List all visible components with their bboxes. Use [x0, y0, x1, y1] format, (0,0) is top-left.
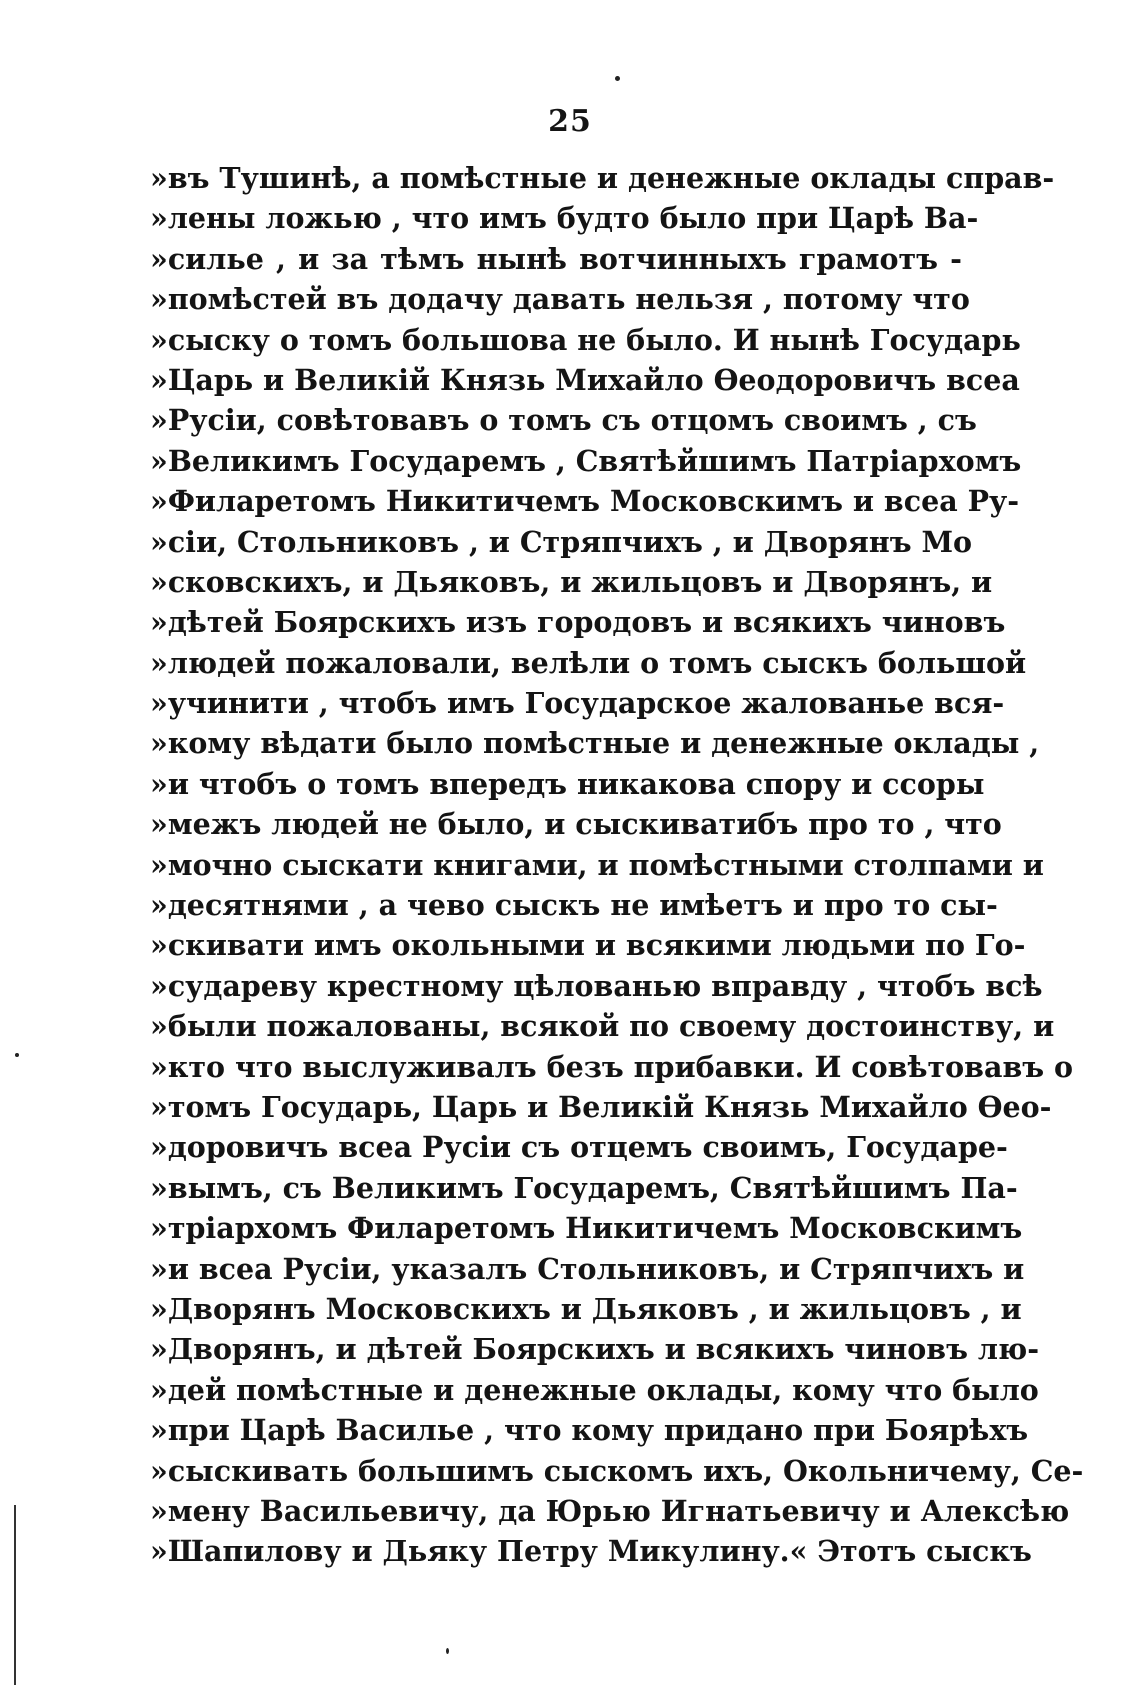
scan-speck: [446, 1648, 449, 1654]
page-number: 25: [548, 104, 592, 139]
text-line: »Великимъ Государемъ , Святѣйшимъ Патріархомъ: [150, 443, 1022, 478]
text-line: »силье , и за тѣмъ нынѣ вотчинныхъ грамотъ -: [150, 241, 962, 276]
scan-edge-line: [14, 1505, 16, 1685]
text-line: »въ Тушинѣ, а помѣстные и денежные оклады справ-: [150, 161, 1055, 195]
text-line: »кому вѣдати было помѣстные и денежные оклады ,: [150, 726, 1040, 761]
scan-speck: [615, 76, 620, 81]
text-line: »судареву крестному цѣлованью вправду , чтобъ всѣ: [150, 968, 1043, 1003]
text-line: »Дворянъ, и дѣтей Боярскихъ и всякихъ чиновъ лю-: [150, 1332, 1040, 1367]
text-line: »Дворянъ Московскихъ и Дьяковъ , и жильцовъ , и: [150, 1291, 1022, 1326]
text-line: »скивати имъ окольными и всякими людьми по Го-: [150, 928, 1026, 963]
text-line: »Царь и Великій Князь Михайло Ѳеодоровичъ всеа: [150, 362, 1020, 397]
text-line: »и всеа Русіи, указалъ Стольниковъ, и Стряпчихъ и: [150, 1251, 1025, 1286]
text-line: »были пожалованы, всякой по своему достоинству, и: [150, 1009, 1055, 1044]
text-line: »мену Васильевичу, да Юрью Игнатьевичу и Алексѣю: [150, 1493, 1070, 1528]
text-line: »дѣтей Боярскихъ изъ городовъ и всякихъ чиновъ: [150, 605, 1006, 640]
text-line: »сковскихъ, и Дьяковъ, и жильцовъ и Дворянъ, и: [150, 564, 993, 599]
text-line: »доровичъ всеа Русіи съ отцемъ своимъ, Государе-: [150, 1130, 1008, 1165]
text-line: »сіи, Стольниковъ , и Стряпчихъ , и Дворянъ Мо: [150, 524, 973, 559]
scan-speck: [15, 1053, 19, 1057]
text-line: »десятнями , а чево сыскъ не имѣетъ и про то сы-: [150, 888, 998, 923]
text-line: »вымъ, съ Великимъ Государемъ, Святѣйшимъ Па-: [150, 1170, 1018, 1205]
text-line: »людей пожаловали, велѣли о томъ сыскъ большой: [150, 645, 1027, 680]
text-line: »сыскивать большимъ сыскомъ ихъ, Окольничему, Се-: [150, 1453, 1084, 1488]
text-line: »учинити , чтобъ имъ Государское жалованье вся-: [150, 686, 1005, 721]
text-line: »сыску о томъ большова не было. И нынѣ Государь: [150, 322, 1021, 357]
text-line: »Шапилову и Дьяку Петру Микулину.« Этотъ сыскъ: [150, 1534, 1032, 1569]
text-line: »Филаретомъ Никитичемъ Московскимъ и всеа Ру-: [150, 484, 1020, 519]
text-line: »мочно сыскати книгами, и помѣстными столпами и: [150, 847, 1044, 882]
text-line: »дей помѣстные и денежные оклады, кому что было: [150, 1372, 1039, 1407]
text-line: »кто что выслуживалъ безъ прибавки. И совѣтовавъ о: [150, 1049, 1074, 1084]
body-text: [150, 158, 1084, 1572]
text-line: »межъ людей не было, и сыскиватибъ про то , что: [150, 807, 1002, 842]
text-line: »тріархомъ Филаретомъ Никитичемъ Московскимъ: [150, 1211, 1023, 1246]
text-line: »лены ложью , что имъ будто было при Царѣ Ва-: [150, 201, 979, 236]
text-line: »помѣстей въ додачу давать нельзя , потому что: [150, 282, 970, 317]
text-line: »при Царѣ Василье , что кому придано при Боярѣхъ: [150, 1413, 1029, 1448]
text-line: »Русіи, совѣтовавъ о томъ съ отцомъ своимъ , съ: [150, 403, 977, 438]
text-line: »томъ Государь, Царь и Великій Князь Михайло Ѳео-: [150, 1089, 1052, 1124]
text-line: »и чтобъ о томъ впередъ никакова спору и ссоры: [150, 766, 985, 801]
